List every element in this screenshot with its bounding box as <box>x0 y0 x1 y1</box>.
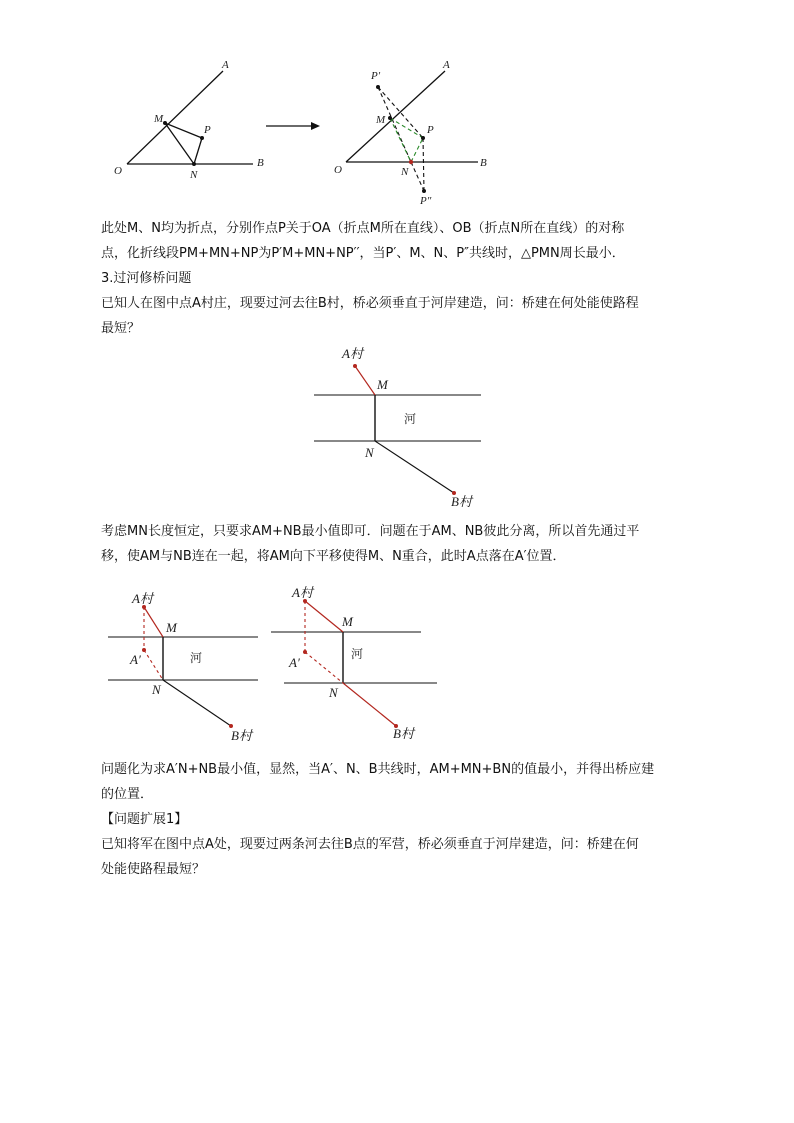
label-B: B <box>257 157 264 169</box>
label-B: B <box>480 157 487 169</box>
label-river: 河 <box>404 412 417 426</box>
heading-problem-extension: 【问题扩展1】 <box>101 812 188 827</box>
label-M: M <box>376 114 386 126</box>
label-P: P <box>204 124 211 136</box>
label-P-double-prime: P″ <box>420 195 432 207</box>
label-village-A: A村 <box>342 346 363 361</box>
label-river: 河 <box>351 647 364 661</box>
paragraph-reflection-explanation: 此处M、N均为折点，分别作点P关于OA（折点M所在直线）、OB（折点N所在直线）的对称 点，化折线段PM+MN+NP为P′M+MN+NP′′，当P′、M、N、P″共线时，△PMN周长最小． 3.过河修桥问题 已知人在图中点A村庄，现要过河去往B村，桥必须垂直于河岸建造，问：桥建在何处能使路程 最短？ <box>101 216 701 341</box>
label-M: M <box>166 620 177 635</box>
label-village-B: B村 <box>231 728 252 743</box>
label-N: N <box>329 685 338 700</box>
label-O: O <box>334 164 342 176</box>
paragraph-conclusion: 问题化为求A′N+NB最小值，显然，当A′、N、B共线时，AM+MN+BN的值最小，并得出桥应建 的位置． 【问题扩展1】 已知将军在图中点A处，现要过两条河去往B点的军营，桥必须垂直于河岸建造，问：桥建在何 处能使路程最短？ <box>101 757 701 882</box>
label-A: A <box>443 59 450 71</box>
label-A: A <box>222 59 229 71</box>
label-A-prime: A′ <box>130 652 141 667</box>
label-N: N <box>152 682 161 697</box>
label-village-A: A村 <box>292 585 313 600</box>
label-M: M <box>154 113 164 125</box>
label-N: N <box>365 445 374 460</box>
label-M: M <box>377 377 388 392</box>
label-P-prime: P′ <box>371 70 381 82</box>
paragraph-translation: 考虑MN长度恒定，只要求AM+NB最小值即可．问题在于AM、NB彼此分离，所以首先通过平 移，使AM与NB连在一起，将AM向下平移使得M、N重合，此时A点落在A′位置． <box>101 524 640 564</box>
label-village-A: A村 <box>132 591 153 606</box>
label-N: N <box>401 166 409 178</box>
heading-bridge-problem: 3.过河修桥问题 <box>101 271 192 286</box>
label-P: P <box>427 124 434 136</box>
label-O: O <box>114 165 122 177</box>
label-M: M <box>342 614 353 629</box>
label-river: 河 <box>190 651 203 665</box>
label-village-B: B村 <box>451 494 472 509</box>
label-A-prime: A′ <box>289 655 300 670</box>
label-N: N <box>190 169 198 181</box>
label-village-B: B村 <box>393 726 414 741</box>
